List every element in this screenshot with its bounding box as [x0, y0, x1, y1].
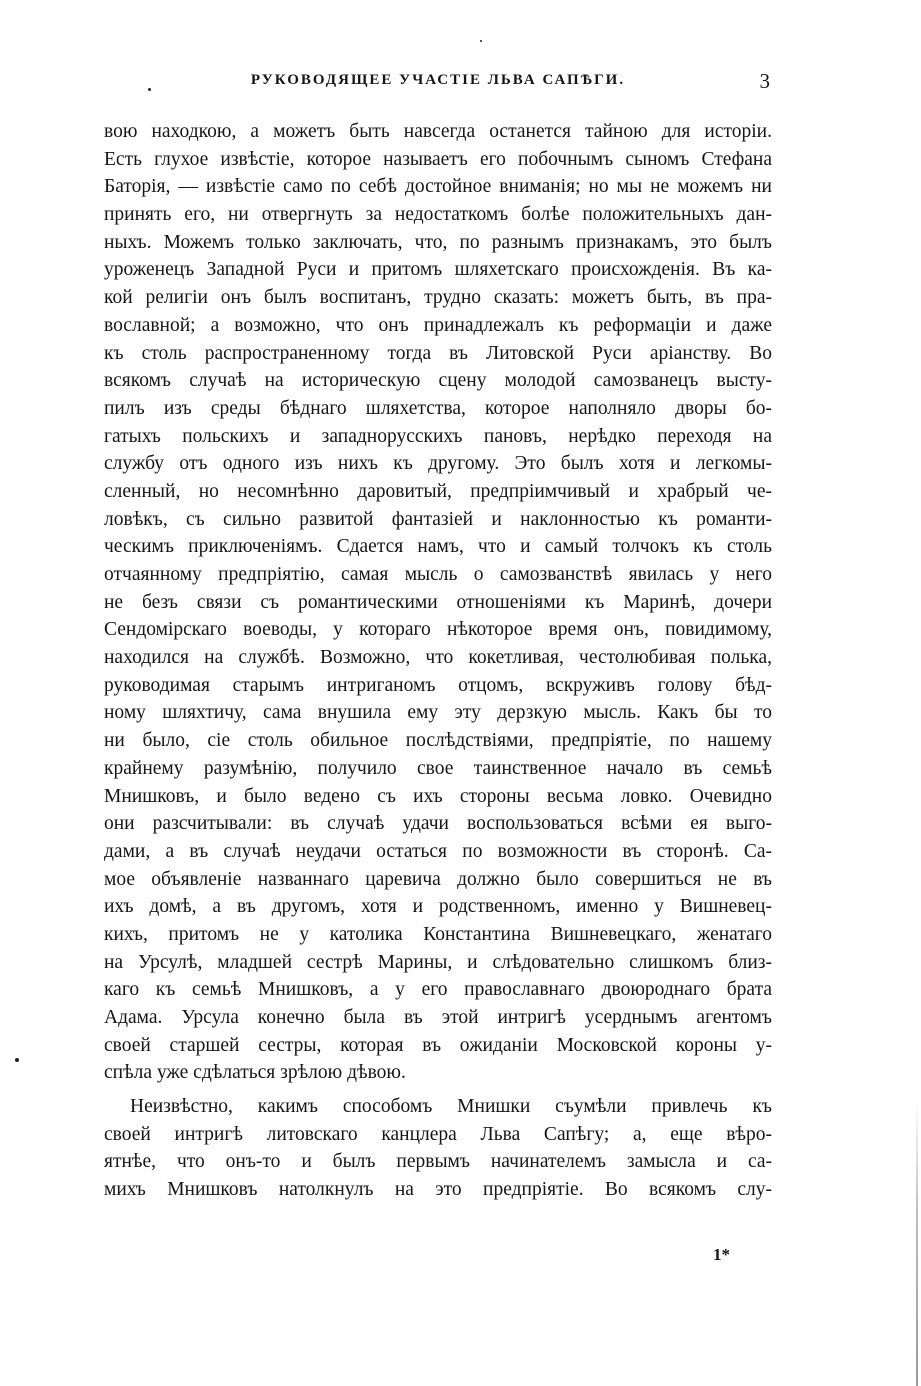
text-line: всякомъ случаѣ на историческую сцену молодой самозванецъ высту-	[104, 370, 772, 392]
text-line: своей интригѣ литовскаго канцлера Льва Сапѣгу; а, еще вѣро-	[104, 1123, 772, 1145]
paragraph	[104, 118, 772, 1087]
text-line: спѣла уже сдѣлаться зрѣлою дѣвою.	[104, 1062, 406, 1084]
text-line: своей старшей сестры, которая въ ожиданіи Московской короны у-	[104, 1034, 772, 1056]
scan-speck	[480, 40, 482, 42]
text-line: сленный, но несомнѣнно даровитый, предпріимчивый и храбрый че-	[104, 480, 772, 502]
text-line: уроженецъ Западной Руси и притомъ шляхетскаго происхожденія. Въ ка-	[104, 259, 772, 281]
text-line: Сендомірскаго воеводы, у котораго нѣкоторое время онъ, повидимому,	[104, 619, 772, 641]
text-line: Неизвѣстно, какимъ способомъ Мнишки съумѣли привлечь къ	[130, 1096, 772, 1118]
text-line: Есть глухое извѣстіе, которое называетъ его побочнымъ сыномъ Стефана	[104, 148, 772, 170]
text-line: отчаянному предпріятію, самая мысль о самозванствѣ явилась у него	[104, 564, 772, 585]
text-line: ни было, сіе столь обильное послѣдствіями, предпріятіе, по нашему	[104, 730, 772, 752]
text-line: михъ Мнишковъ натолкнулъ на это предпріятіе. Во всякомъ слу-	[104, 1179, 772, 1201]
text-line: Адама. Урсула конечно была въ этой интригѣ усерднымъ агентомъ	[104, 1007, 772, 1028]
text-line: службу отъ одного изъ нихъ къ другому. Это былъ хотя и легкомы-	[104, 453, 772, 475]
text-line: ному шляхтичу, сама внушила ему эту дерзкую мысль. Какъ бы то	[104, 702, 772, 724]
text-line: крайнему разумѣнію, получило свое таинственное начало въ семьѣ	[104, 757, 772, 779]
text-line: дами, а въ случаѣ неудачи остаться по возможности въ сторонѣ. Са-	[104, 840, 772, 862]
text-line: руководимая старымъ интриганомъ отцомъ, вскруживъ голову бѣд-	[104, 674, 772, 696]
text-line: гатыхъ польскихъ и западнорусскихъ пановъ, нерѣдко переходя на	[104, 425, 772, 447]
text-line: вославной; а возможно, что онъ принадлежалъ къ реформаціи и даже	[104, 314, 772, 336]
text-line: Мнишковъ, и было ведено съ ихъ стороны весьма ловко. Очевидно	[104, 785, 772, 807]
scan-speck	[15, 1058, 19, 1062]
text-line: ихъ домѣ, а въ другомъ, хотя и родственномъ, именно у Вишневец-	[104, 896, 772, 918]
text-line: ныхъ. Можемъ только заключать, что, по разнымъ признакамъ, это былъ	[104, 231, 772, 253]
text-line: не безъ связи съ романтическими отношеніями къ Маринѣ, дочери	[104, 591, 772, 613]
text-line: кихъ, притомъ не у католика Константина Вишневецкаго, женатаго	[104, 923, 772, 945]
text-line: мое объявленіе названнаго царевича должно было совершиться не въ	[104, 868, 772, 890]
text-line: Баторія, — извѣстіе само по себѣ достойное вниманія; но мы не можемъ ни	[104, 176, 772, 198]
scan-speck	[148, 88, 151, 91]
text-line: вою находкою, а можетъ быть навсегда останется тайною для исторіи.	[104, 121, 772, 142]
signature-mark: 1*	[713, 1245, 730, 1264]
text-line: находился на службѣ. Возможно, что кокетливая, честолюбивая полька,	[104, 647, 772, 669]
text-line: кой религіи онъ былъ воспитанъ, трудно сказать: можетъ быть, въ пра-	[104, 287, 772, 309]
text-line: ловѣкъ, съ сильно развитой фантазіей и наклонностью къ романти-	[104, 508, 772, 530]
text-line: каго къ семьѣ Мнишковъ, а у его православнаго двоюроднаго брата	[104, 979, 772, 1001]
body-text	[104, 118, 772, 1204]
text-line: они разсчитывали: въ случаѣ удачи воспользоваться всѣми ея выго-	[104, 813, 772, 835]
text-line: на Урсулѣ, младшей сестрѣ Марины, и слѣдовательно слишкомъ близ-	[104, 951, 772, 973]
text-line: принять его, ни отвергнуть за недостаткомъ болѣе положительныхъ дан-	[104, 204, 772, 226]
text-line: ческимъ приключеніямъ. Сдается намъ, что и самый толчокъ къ столь	[104, 536, 772, 558]
paragraph	[104, 1093, 772, 1204]
text-line: ятнѣе, что онъ-то и былъ первымъ начинателемъ замысла и са-	[104, 1151, 772, 1173]
running-title: РУКОВОДЯЩЕЕ УЧАСТІЕ ЛЬВА САПѢГИ.	[250, 72, 626, 88]
text-line: пилъ изъ среды бѣднаго шляхетства, которое наполняло дворы бо-	[104, 397, 772, 419]
text-line: къ столь распространенному тогда въ Литовской Руси аріанству. Во	[104, 342, 772, 364]
scan-edge-line	[916, 1100, 918, 1386]
running-head	[104, 69, 772, 96]
page-number: 3	[759, 69, 770, 93]
